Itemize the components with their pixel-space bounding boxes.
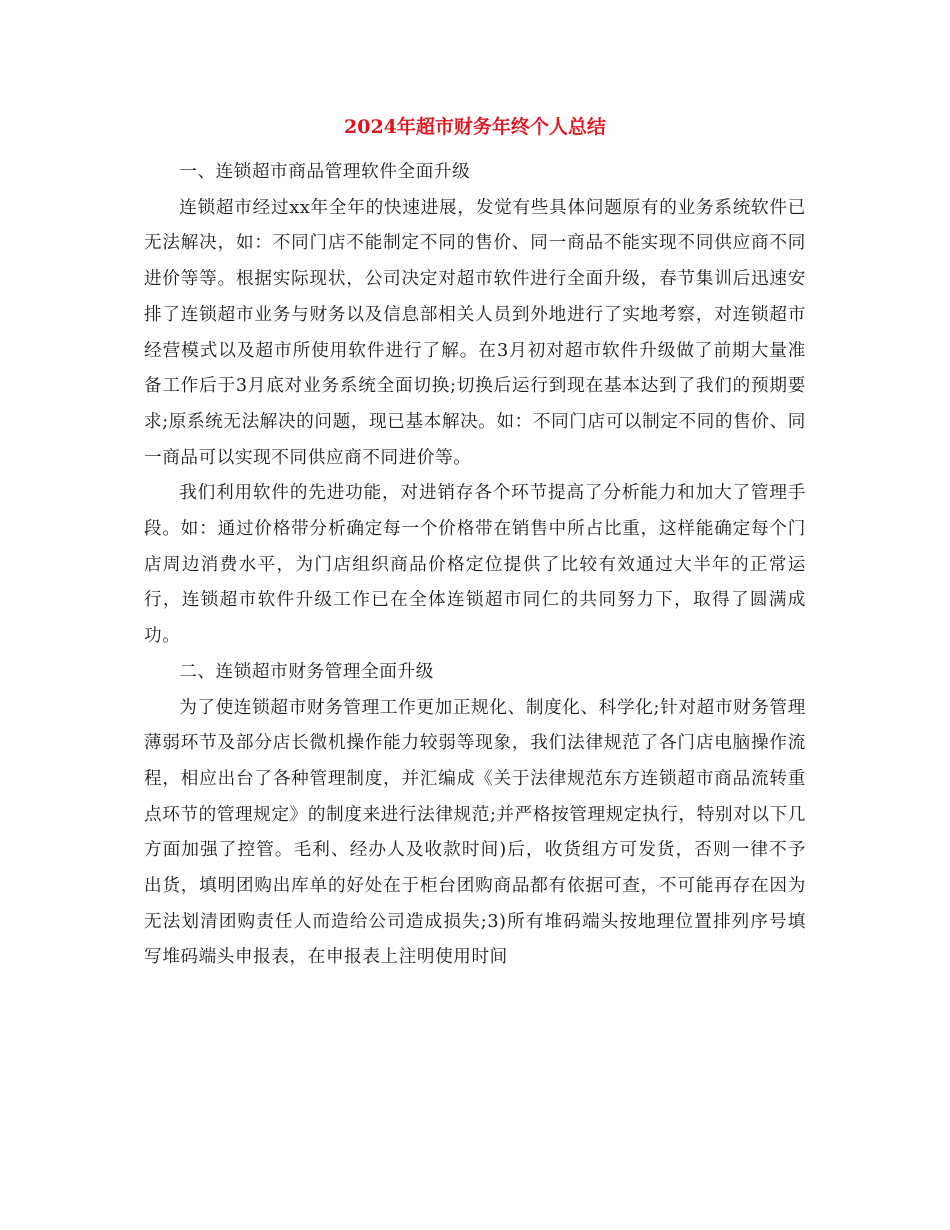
body-paragraph-1: 连锁超市经过xx年全年的快速进展，发觉有些具体问题原有的业务系统软件已无法解决，如：不同门店不能制定不同的售价、同一商品不能实现不同供应商不同进价等等。根据实际现状，公司决定对超市软件进行全面升级，春节集训后迅速安排了连锁超市业务与财务以及信息部相关人员到外地进行了实地考察，对连锁超市经营模式以及超市所使用软件进行了解。在3月初对超市软件升级做了前期大量准备工作后于3月底对业务系统全面切换;切换后运行到现在基本达到了我们的预期要求;原系统无法解决的问题，现已基本解决。如：不同门店可以制定不同的售价、同一商品可以实现不同供应商不同进价等。: [144, 197, 806, 468]
body-paragraph-2: 我们利用软件的先进功能，对进销存各个环节提高了分析能力和加大了管理手段。如：通过价格带分析确定每一个价格带在销售中所占比重，这样能确定每个门店周边消费水平，为门店组织商品价格定位提供了比较有效通过大半年的正常运行，连锁超市软件升级工作已在全体连锁超市同仁的共同努力下，取得了圆满成功。: [144, 483, 806, 647]
section-heading-1: 一、连锁超市商品管理软件全面升级: [179, 162, 471, 182]
document-body: [144, 155, 806, 976]
section-heading-2: 二、连锁超市财务管理全面升级: [179, 661, 434, 682]
body-paragraph-3: 为了使连锁超市财务管理工作更加正规化、制度化、科学化;针对超市财务管理薄弱环节及部分店长微机操作能力较弱等现象，我们法律规范了各门店电脑操作流程，相应出台了各种管理制度，并汇编成《关于法律规范东方连锁超市商品流转重点环节的管理规定》的制度来进行法律规范;并严格按管理规定执行，特别对以下几方面加强了控管。毛利、经办人及收款时间)后，收货组方可发货，否则一律不予出货，填明团购出库单的好处在于柜台团购商品都有依据可查，不可能再存在因为无法划清团购责任人而造给公司造成损失;3)所有堆码端头按地理位置排列序号填写堆码端头申报表，在申报表上注明使用时间: [144, 697, 806, 968]
document-title: 2024年超市财务年终个人总结: [344, 116, 606, 138]
